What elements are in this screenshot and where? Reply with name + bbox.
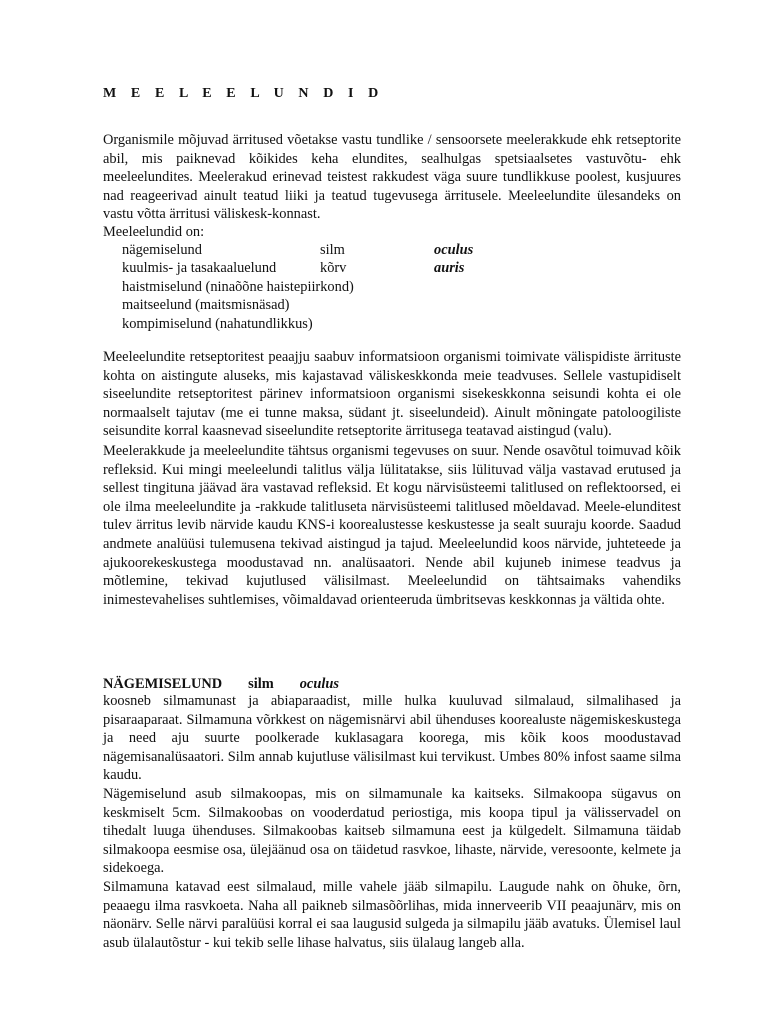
significance-paragraph: Meelerakkude ja meeleelundite tähtsus organismi tegevuses on suur. Nende osavõtul toimuvad kõik refleksid. Kui mingi meeleelundi talitlus välja lülitatakse, siis lülituvad välja vastavad erutused ja sellest tingituna jäävad ära vastavad refleksid. Et kogu närvisüsteemi talitlused on reflektoorsed, ei ole ilma meeleelundite ja -rakkude talitluseta närvisüsteemi talitlused mõeldavad. Meele-elunditest tulev ärritus levib närvide kaudu KNS-i koorealustesse keskustesse ja sealt suuraju koorde. Saadud andmete analüüsi tulemusena tekivad aistingud ja tajud. Meeleelundid koos närvide, juhteteede ja ajukoorekeskustega moodustavad nn. analüsaatori. Nende abil kujuneb inimese teadvus ja mõtlemine, tekivad kujutlused välisilmast. Meeleelundid on tähtsaimaks vahendiks inimestevahelises suhtlemises, võimaldavad orienteeruda ümbritsevas keskkonnas ja vältida ohte. <box>103 443 681 608</box>
organ-row <box>122 260 602 278</box>
organ-name: maitseelund (maitsmisnäsad) <box>122 297 290 314</box>
section-heading-latin: oculus <box>299 676 339 692</box>
organ-name: haistmiselund (ninaõõne haistepiirkond) <box>122 278 354 295</box>
organ-latin-name: auris <box>434 260 465 277</box>
organ-estonian-name: silm <box>320 242 345 258</box>
document-title: M E E L E E L U N D I D <box>103 86 384 101</box>
eye-socket-paragraph: Nägemiselund asub silmakoopas, mis on silmamunale ka kaitseks. Silmakoopa sügavus on keskmiselt 5cm. Silmakoobas on vooderdatud periostiga, mis koopa tipul ja välisservadel on tihedalt luuga ühenduses. Silmakoobas kaitseb silmamuna eest ja külgedelt. Silmamuna täidab silmakoopa eesmise osa, ülejäänud osa on täidetud rasvkoe, lihaste, närvide, veresoonte, kelmete ja sidekoega. <box>103 786 681 877</box>
section-heading-title: NÄGEMISELUND <box>103 676 223 692</box>
section-heading-estonian: silm <box>248 676 274 692</box>
organ-latin-name: oculus <box>434 242 474 258</box>
organ-name: nägemiselund <box>122 242 202 258</box>
organ-list-label: Meeleelundid on: <box>103 224 205 240</box>
section-heading <box>103 676 339 693</box>
organ-name: kompimiselund (nahatundlikkus) <box>122 315 313 332</box>
organ-list <box>122 242 602 334</box>
organ-name: kuulmis- ja tasakaaluelund <box>122 260 277 277</box>
organ-row <box>122 297 602 315</box>
intro-paragraph: Organismile mõjuvad ärritused võetakse vastu tundlike / sensoorsete meelerakkude ehk retseptorite abil, mis paiknevad kõikides keha elundites, sealhulgas spetsiaalsetes vastuvõtu- ehk meeleelundites. Meelerakud erinevad teistest rakkudest väga suure tundlikkuse poolest, kusjuures nad reageerivad ainult teatud liiki ja teatud tugevusega ärritusele. Meeleelundite ülesandeks on vastu võtta ärritusi väliskesk-konnast. <box>103 132 681 223</box>
organ-row <box>122 316 602 334</box>
organ-row <box>122 242 602 260</box>
eyelids-paragraph: Silmamuna katavad eest silmalaud, mille vahele jääb silmapilu. Laugude nahk on õhuke, õrn, peaaegu ilma rasvkoeta. Naha all paikneb silmasõõrlihas, mida innerveerib VII peaajunärv, mis on näonärv. Selle närvi paralüüsi korral ei saa laugusid sulgeda ja silmapilu jääb avatuks. Ülemisel laul asub ülalautõstur - kui tekib selle lihase halvatus, siis ülalaug langeb alla. <box>103 879 681 951</box>
organ-estonian-name: kõrv <box>320 260 347 277</box>
information-paragraph: Meeleelundite retseptoritest peaajju saabuv informatsioon organismi toimivate välispidiste ärrituste kohta on aistingute aluseks, mis kajastavad väliskeskkonda meie teadvuses. Sellele vastupidiselt siseelundite retseptoritest pärinev informatsioon organismi sisekeskkonna seisundi kohta ei ole normaalselt tajutav (me ei tunne maksa, südant jt. siseelundeid). Ainult mõningate patoloogiliste seisundite korral kaasnevad siseelundite retseptorite ärritusega teatavad aistingud (valu). <box>103 349 681 440</box>
eye-composition-paragraph: koosneb silmamunast ja abiaparaadist, mille hulka kuuluvad silmalaud, silmalihased ja pisaraaparaat. Silmamuna võrkkest on nägemisnärvi abil ühenduses koorealuste nägemiskeskustega ja need aju suurte poolkerade kuklasagara kooregа, mis kõik koos moodustavad nägemisanalüsaatori. Silm annab kujutluse välisilmast kui tervikust. Umbes 80% infost saame silma kaudu. <box>103 693 681 784</box>
organ-row <box>122 279 602 297</box>
